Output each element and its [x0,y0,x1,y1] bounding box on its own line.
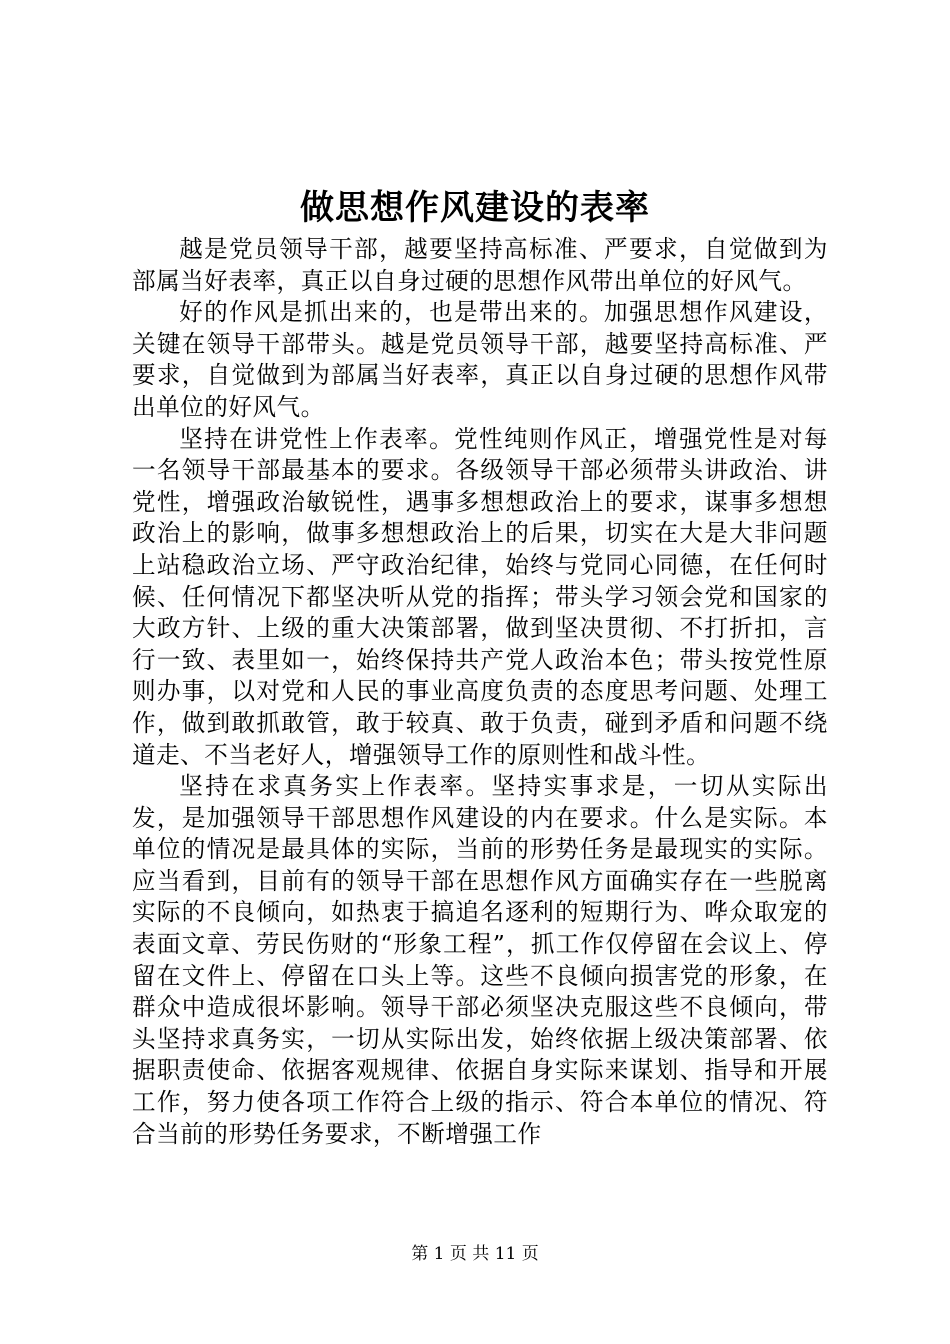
paragraph: 坚持在讲党性上作表率。党性纯则作风正，增强党性是对每一名领导干部最基本的要求。各级领导干部必须带头讲政治、讲党性，增强政治敏锐性，遇事多想想政治上的要求，谋事多想想政治上的影响，做事多想想政治上的后果，切实在大是大非问题上站稳政治立场、严守政治纪律，始终与党同心同德，在任何时候、任何情况下都坚决听从党的指挥；带头学习领会党和国家的大政方针、上级的重大决策部署，做到坚决贯彻、不打折扣，言行一致、表里如一，始终保持共产党人政治本色；带头按党性原则办事，以对党和人民的事业高度负责的态度思考问题、处理工作，做到敢抓敢管，敢于较真、敢于负责，碰到矛盾和问题不绕道走、不当老好人，增强领导工作的原则性和战斗性。 [132,424,828,769]
page-number-footer: 第 1 页 共 11 页 [411,1244,539,1264]
paragraph: 好的作风是抓出来的，也是带出来的。加强思想作风建设，关键在领导干部带头。越是党员领导干部，越要坚持高标准、严要求，自觉做到为部属当好表率，真正以自身过硬的思想作风带出单位的好风气。 [132,298,828,421]
paragraph: 越是党员领导干部，越要坚持高标准、严要求，自觉做到为部属当好表率，真正以自身过硬的思想作风带出单位的好风气。 [132,235,828,295]
paragraph: 坚持在求真务实上作表率。坚持实事求是，一切从实际出发，是加强领导干部思想作风建设的内在要求。什么是实际。本单位的情况是最具体的实际，当前的形势任务是最现实的实际。应当看到，目前有的领导干部在思想作风方面确实存在一些脱离实际的不良倾向，如热衷于搞追名逐利的短期行为、哗众取宠的表面文章、劳民伤财的“形象工程”，抓工作仅停留在会议上、停留在文件上、停留在口头上等。这些不良倾向损害党的形象，在群众中造成很坏影响。领导干部必须坚决克服这些不良倾向，带头坚持求真务实，一切从实际出发，始终依据上级决策部署、依据职责使命、依据客观规律、依据自身实际来谋划、指导和开展工作，努力使各项工作符合上级的指示、符合本单位的情况、符合当前的形势任务要求，不断增强工作 [132,772,828,1148]
document-title: 做思想作风建设的表率 [300,188,650,228]
document-body [132,234,828,1150]
